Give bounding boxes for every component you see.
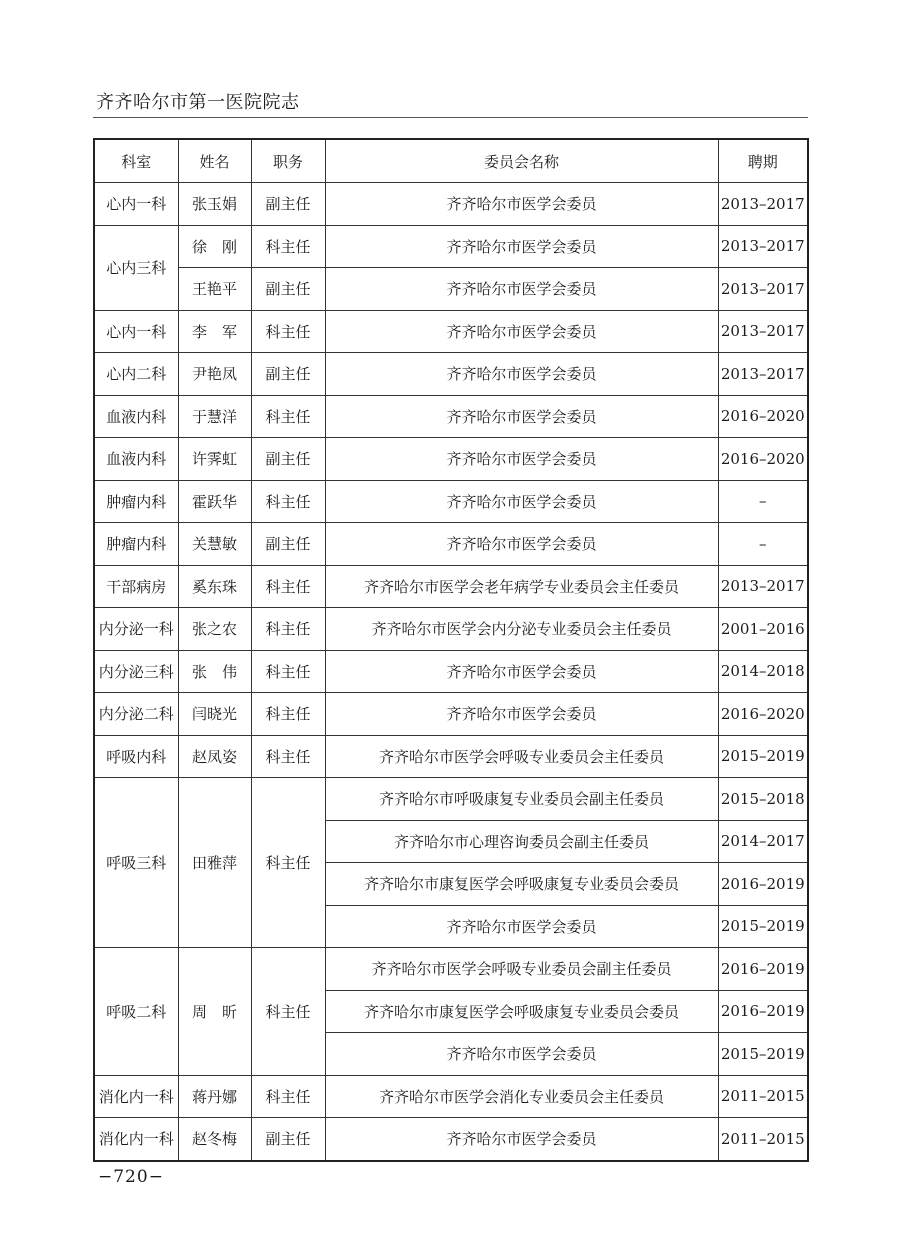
dept-cell: 心内一科	[94, 310, 178, 353]
committee-cell: 齐齐哈尔市呼吸康复专业委员会副主任委员	[325, 778, 718, 821]
column-header-name: 姓名	[178, 139, 251, 183]
term-cell: 2015–2019	[718, 905, 808, 948]
committee-cell: 齐齐哈尔市医学会委员	[325, 310, 718, 353]
table-row	[94, 1075, 808, 1118]
name-cell: 奚东珠	[178, 565, 251, 608]
header-rule	[93, 117, 808, 118]
dept-cell: 内分泌一科	[94, 608, 178, 651]
term-cell: 2016–2019	[718, 948, 808, 991]
table-row	[94, 438, 808, 481]
committee-roster-table	[93, 138, 809, 1162]
term-cell: –	[718, 523, 808, 566]
dept-cell: 呼吸三科	[94, 778, 178, 948]
table-row	[94, 1118, 808, 1161]
name-cell: 张 伟	[178, 650, 251, 693]
name-cell: 关慧敏	[178, 523, 251, 566]
name-cell: 于慧洋	[178, 395, 251, 438]
term-cell: 2016–2019	[718, 863, 808, 906]
committee-cell: 齐齐哈尔市医学会委员	[325, 693, 718, 736]
committee-cell: 齐齐哈尔市医学会委员	[325, 225, 718, 268]
name-cell: 徐 刚	[178, 225, 251, 268]
dept-cell: 肿瘤内科	[94, 480, 178, 523]
table-row	[94, 480, 808, 523]
committee-cell: 齐齐哈尔市康复医学会呼吸康复专业委员会委员	[325, 990, 718, 1033]
dept-cell: 消化内一科	[94, 1118, 178, 1161]
name-cell: 尹艳凤	[178, 353, 251, 396]
dept-cell: 肿瘤内科	[94, 523, 178, 566]
committee-cell: 齐齐哈尔市医学会委员	[325, 480, 718, 523]
title-cell: 副主任	[251, 438, 325, 481]
committee-cell: 齐齐哈尔市医学会消化专业委员会主任委员	[325, 1075, 718, 1118]
dept-cell: 内分泌三科	[94, 650, 178, 693]
committee-cell: 齐齐哈尔市心理咨询委员会副主任委员	[325, 820, 718, 863]
name-cell: 张之农	[178, 608, 251, 651]
term-cell: –	[718, 480, 808, 523]
name-cell: 田雅萍	[178, 778, 251, 948]
term-cell: 2013–2017	[718, 310, 808, 353]
term-cell: 2001–2016	[718, 608, 808, 651]
committee-cell: 齐齐哈尔市医学会委员	[325, 650, 718, 693]
committee-cell: 齐齐哈尔市医学会委员	[325, 268, 718, 311]
table-row	[94, 353, 808, 396]
column-header-title: 职务	[251, 139, 325, 183]
dept-cell: 消化内一科	[94, 1075, 178, 1118]
term-cell: 2015–2019	[718, 1033, 808, 1076]
column-header-committee: 委员会名称	[325, 139, 718, 183]
name-cell: 蒋丹娜	[178, 1075, 251, 1118]
term-cell: 2011–2015	[718, 1075, 808, 1118]
title-cell: 科主任	[251, 480, 325, 523]
committee-cell: 齐齐哈尔市医学会委员	[325, 183, 718, 226]
name-cell: 张玉娟	[178, 183, 251, 226]
page-number: −720−	[98, 1167, 164, 1187]
table-row	[94, 650, 808, 693]
committee-cell: 齐齐哈尔市医学会呼吸专业委员会主任委员	[325, 735, 718, 778]
name-cell: 许霁虹	[178, 438, 251, 481]
term-cell: 2013–2017	[718, 565, 808, 608]
dept-cell: 心内三科	[94, 225, 178, 310]
title-cell: 科主任	[251, 225, 325, 268]
term-cell: 2015–2019	[718, 735, 808, 778]
table-row	[94, 523, 808, 566]
term-cell: 2013–2017	[718, 353, 808, 396]
term-cell: 2011–2015	[718, 1118, 808, 1161]
title-cell: 科主任	[251, 608, 325, 651]
name-cell: 赵冬梅	[178, 1118, 251, 1161]
dept-cell: 血液内科	[94, 438, 178, 481]
table-row	[94, 778, 808, 821]
dept-cell: 血液内科	[94, 395, 178, 438]
title-cell: 科主任	[251, 948, 325, 1076]
dept-cell: 心内二科	[94, 353, 178, 396]
title-cell: 科主任	[251, 1075, 325, 1118]
term-cell: 2013–2017	[718, 268, 808, 311]
committee-cell: 齐齐哈尔市医学会委员	[325, 353, 718, 396]
column-header-dept: 科室	[94, 139, 178, 183]
table-row	[94, 735, 808, 778]
title-cell: 副主任	[251, 183, 325, 226]
table-row	[94, 268, 808, 311]
term-cell: 2016–2019	[718, 990, 808, 1033]
committee-cell: 齐齐哈尔市医学会委员	[325, 523, 718, 566]
dept-cell: 呼吸内科	[94, 735, 178, 778]
term-cell: 2013–2017	[718, 183, 808, 226]
name-cell: 闫晓光	[178, 693, 251, 736]
name-cell: 霍跃华	[178, 480, 251, 523]
committee-cell: 齐齐哈尔市医学会委员	[325, 1118, 718, 1161]
column-header-term: 聘期	[718, 139, 808, 183]
title-cell: 副主任	[251, 1118, 325, 1161]
title-cell: 科主任	[251, 735, 325, 778]
table-header-row	[94, 139, 808, 183]
term-cell: 2016–2020	[718, 693, 808, 736]
name-cell: 周 昕	[178, 948, 251, 1076]
table-row	[94, 565, 808, 608]
table-row	[94, 395, 808, 438]
table-row	[94, 183, 808, 226]
term-cell: 2013–2017	[718, 225, 808, 268]
committee-cell: 齐齐哈尔市医学会呼吸专业委员会副主任委员	[325, 948, 718, 991]
committee-cell: 齐齐哈尔市医学会委员	[325, 1033, 718, 1076]
name-cell: 王艳平	[178, 268, 251, 311]
table-row	[94, 693, 808, 736]
term-cell: 2014–2018	[718, 650, 808, 693]
title-cell: 科主任	[251, 650, 325, 693]
committee-cell: 齐齐哈尔市康复医学会呼吸康复专业委员会委员	[325, 863, 718, 906]
title-cell: 科主任	[251, 778, 325, 948]
term-cell: 2016–2020	[718, 395, 808, 438]
table-row	[94, 225, 808, 268]
dept-cell: 心内一科	[94, 183, 178, 226]
committee-cell: 齐齐哈尔市医学会委员	[325, 438, 718, 481]
name-cell: 李 军	[178, 310, 251, 353]
title-cell: 科主任	[251, 310, 325, 353]
book-title: 齐齐哈尔市第一医院院志	[96, 92, 300, 113]
dept-cell: 内分泌二科	[94, 693, 178, 736]
title-cell: 副主任	[251, 523, 325, 566]
table-row	[94, 608, 808, 651]
title-cell: 科主任	[251, 395, 325, 438]
title-cell: 科主任	[251, 693, 325, 736]
dept-cell: 干部病房	[94, 565, 178, 608]
dept-cell: 呼吸二科	[94, 948, 178, 1076]
title-cell: 副主任	[251, 353, 325, 396]
committee-cell: 齐齐哈尔市医学会委员	[325, 395, 718, 438]
term-cell: 2015–2018	[718, 778, 808, 821]
term-cell: 2014–2017	[718, 820, 808, 863]
committee-cell: 齐齐哈尔市医学会委员	[325, 905, 718, 948]
table-row	[94, 310, 808, 353]
title-cell: 科主任	[251, 565, 325, 608]
name-cell: 赵凤姿	[178, 735, 251, 778]
committee-cell: 齐齐哈尔市医学会内分泌专业委员会主任委员	[325, 608, 718, 651]
title-cell: 副主任	[251, 268, 325, 311]
committee-cell: 齐齐哈尔市医学会老年病学专业委员会主任委员	[325, 565, 718, 608]
table-row	[94, 948, 808, 991]
term-cell: 2016–2020	[718, 438, 808, 481]
